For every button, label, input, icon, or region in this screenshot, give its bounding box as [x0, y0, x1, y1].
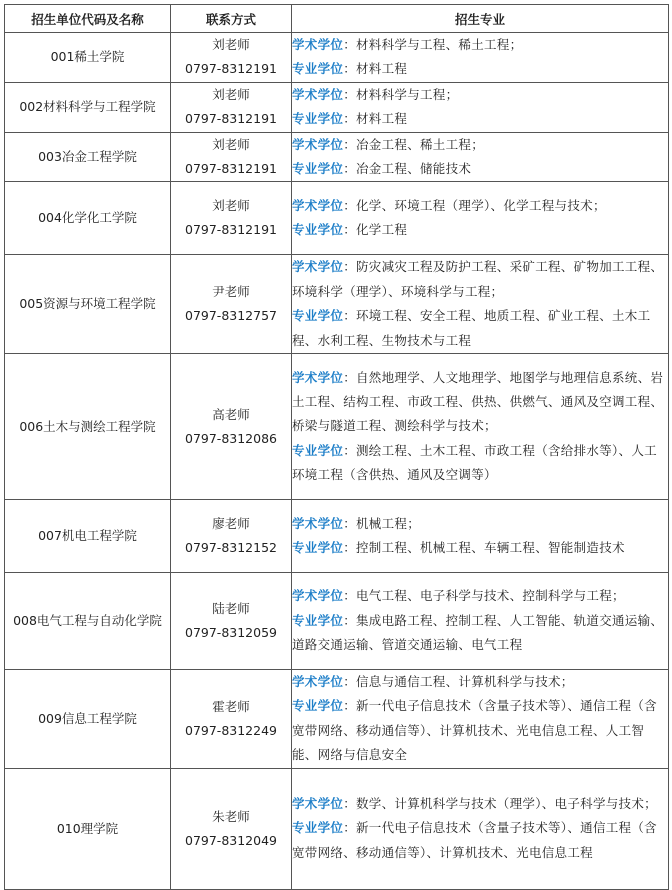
contact-cell [171, 500, 292, 573]
contact-name: 陆老师 [212, 601, 250, 617]
majors-cell [292, 132, 669, 182]
contact-cell [171, 670, 292, 769]
professional-majors: ：测绘工程、土木工程、市政工程（含给排水等）、人工环境工程（含供热、通风及空调等） [292, 442, 657, 483]
academic-majors: ：数学、计算机科学与技术（理学）、电子科学与技术； [343, 796, 657, 812]
table-row [5, 33, 669, 83]
contact-phone: 0797-8312049 [185, 832, 277, 848]
table-row [5, 670, 669, 769]
header-majors: 招生专业 [292, 5, 669, 33]
academic-label: 学术学位 [292, 796, 344, 812]
unit-cell: 001稀土学院 [5, 33, 171, 83]
contact-phone: 0797-8312191 [185, 161, 277, 177]
professional-majors: ：新一代电子信息技术（含量子技术等）、通信工程（含宽带网络、移动通信等）、计算机技术、光电信息工程、人工智能、网络与信息安全 [292, 698, 657, 763]
professional-majors: ：集成电路工程、控制工程、人工智能、轨道交通运输、道路交通运输、管道交通运输、电气工程 [292, 612, 664, 653]
table-row [5, 573, 669, 670]
academic-label: 学术学位 [292, 136, 344, 152]
contact-name: 霍老师 [212, 698, 250, 714]
majors-cell [292, 500, 669, 573]
contact-phone: 0797-8312152 [185, 540, 277, 556]
professional-label: 专业学位 [292, 698, 344, 714]
academic-label: 学术学位 [292, 198, 344, 214]
majors-cell [292, 255, 669, 354]
academic-majors: ：电气工程、电子科学与技术、控制科学与工程； [343, 588, 625, 604]
admissions-table [4, 4, 669, 890]
academic-label: 学术学位 [292, 369, 344, 385]
academic-majors: ：冶金工程、稀土工程； [343, 136, 485, 152]
contact-cell [171, 354, 292, 500]
unit-cell: 006土木与测绘工程学院 [5, 354, 171, 500]
unit-cell: 004化学化工学院 [5, 182, 171, 255]
contact-phone: 0797-8312191 [185, 222, 277, 238]
unit-cell: 007机电工程学院 [5, 500, 171, 573]
majors-cell [292, 182, 669, 255]
unit-cell: 010理学院 [5, 768, 171, 889]
header-unit: 招生单位代码及名称 [5, 5, 171, 33]
contact-cell [171, 182, 292, 255]
professional-majors: ：新一代电子信息技术（含量子技术等）、通信工程（含宽带网络、移动通信等）、计算机技术、光电信息工程 [292, 820, 657, 860]
professional-majors: ：冶金工程、储能技术 [343, 161, 472, 177]
table-row [5, 500, 669, 573]
contact-cell [171, 573, 292, 670]
contact-phone: 0797-8312191 [185, 111, 277, 127]
contact-phone: 0797-8312191 [185, 61, 277, 77]
unit-cell: 009信息工程学院 [5, 670, 171, 769]
contact-phone: 0797-8312059 [185, 625, 277, 641]
professional-label: 专业学位 [292, 540, 344, 556]
professional-majors: ：控制工程、机械工程、车辆工程、智能制造技术 [343, 540, 625, 556]
unit-cell: 002材料科学与工程学院 [5, 82, 171, 132]
table-row [5, 182, 669, 255]
unit-cell: 008电气工程与自动化学院 [5, 573, 171, 670]
contact-name: 刘老师 [212, 87, 250, 103]
academic-label: 学术学位 [292, 259, 344, 275]
majors-cell [292, 573, 669, 670]
table-row [5, 255, 669, 354]
table-row [5, 768, 669, 889]
professional-label: 专业学位 [292, 61, 344, 77]
contact-name: 刘老师 [212, 137, 250, 153]
majors-cell [292, 670, 669, 769]
contact-name: 刘老师 [212, 198, 250, 214]
majors-cell [292, 768, 669, 889]
unit-cell: 003冶金工程学院 [5, 132, 171, 182]
contact-cell [171, 132, 292, 182]
contact-name: 廖老师 [212, 516, 250, 532]
professional-label: 专业学位 [292, 612, 344, 628]
table-row [5, 82, 669, 132]
academic-label: 学术学位 [292, 86, 344, 102]
academic-majors: ：化学、环境工程（理学）、化学工程与技术； [343, 198, 606, 214]
professional-label: 专业学位 [292, 111, 344, 127]
professional-label: 专业学位 [292, 308, 344, 324]
academic-label: 学术学位 [292, 674, 344, 690]
majors-cell [292, 33, 669, 83]
contact-cell [171, 255, 292, 354]
academic-majors: ：信息与通信工程、计算机科学与技术； [343, 674, 574, 690]
table-row [5, 354, 669, 500]
contact-cell [171, 33, 292, 83]
professional-label: 专业学位 [292, 442, 344, 458]
professional-label: 专业学位 [292, 161, 344, 177]
academic-majors: ：防灾减灾工程及防护工程、采矿工程、矿物加工工程、环境科学（理学）、环境科学与工程； [292, 259, 664, 299]
table-row [5, 132, 669, 182]
professional-majors: ：化学工程 [343, 222, 408, 238]
unit-cell: 005资源与环境工程学院 [5, 255, 171, 354]
professional-majors: ：材料工程 [343, 111, 408, 127]
professional-label: 专业学位 [292, 222, 344, 238]
majors-cell [292, 354, 669, 500]
academic-majors: ：材料科学与工程； [343, 86, 459, 102]
contact-phone: 0797-8312249 [185, 722, 277, 738]
academic-label: 学术学位 [292, 37, 344, 52]
academic-label: 学术学位 [292, 515, 344, 531]
academic-majors: ：自然地理学、人文地理学、地图学与地理信息系统、岩土工程、结构工程、市政工程、供热、供燃气、通风及空调工程、桥梁与隧道工程、测绘科学与技术； [292, 369, 664, 434]
contact-phone: 0797-8312757 [185, 308, 277, 324]
header-contact: 联系方式 [171, 5, 292, 33]
contact-phone: 0797-8312086 [185, 430, 277, 446]
contact-cell [171, 768, 292, 889]
professional-majors: ：材料工程 [343, 61, 408, 77]
academic-majors: ：机械工程； [343, 515, 421, 531]
table-header-row [5, 5, 669, 33]
contact-name: 尹老师 [212, 284, 250, 300]
professional-majors: ：环境工程、安全工程、地质工程、矿业工程、土木工程、水利工程、生物技术与工程 [292, 308, 651, 348]
contact-cell [171, 82, 292, 132]
contact-name: 高老师 [212, 406, 250, 422]
academic-label: 学术学位 [292, 588, 344, 604]
contact-name: 朱老师 [212, 808, 250, 824]
academic-majors: ：材料科学与工程、稀土工程； [343, 37, 523, 52]
contact-name: 刘老师 [212, 37, 250, 53]
professional-label: 专业学位 [292, 820, 344, 836]
majors-cell [292, 82, 669, 132]
